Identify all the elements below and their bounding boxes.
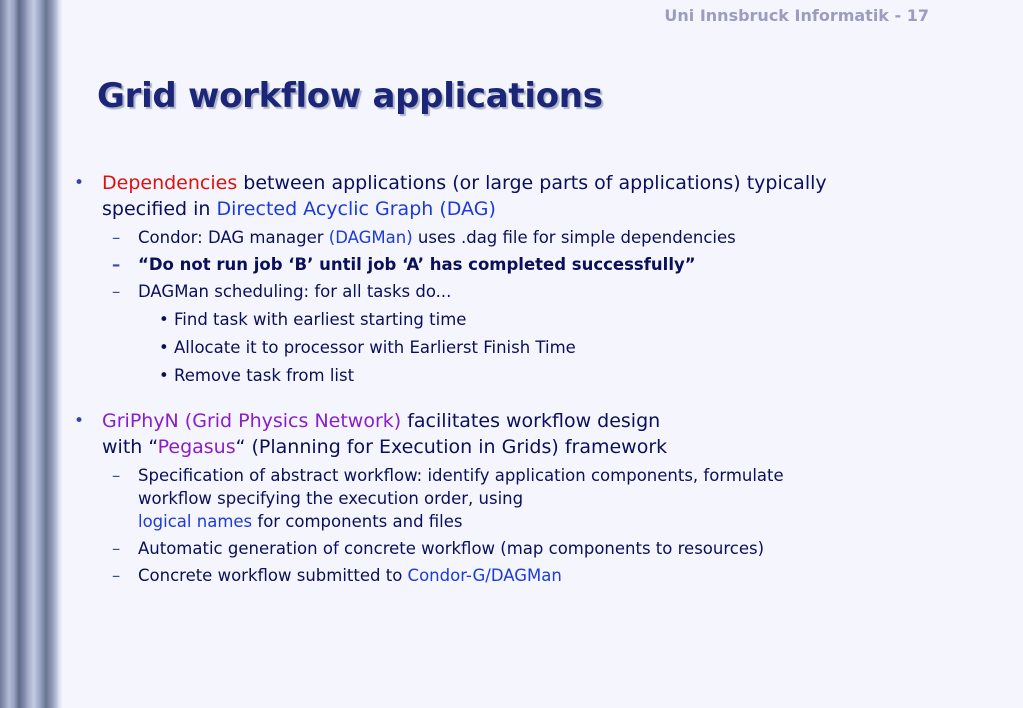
condor-g-term: Condor-G/DAGMan xyxy=(407,566,562,585)
sub-bullet-automatic: – Automatic generation of concrete workflow (map components to resources) xyxy=(112,539,765,558)
dag-term: Directed Acyclic Graph (DAG) xyxy=(216,198,496,220)
griphyn-term: GriPhyN (Grid Physics Network) xyxy=(102,410,402,432)
sub-bullet-concrete: – Concrete workflow submitted to Condor-G/DAGMan xyxy=(112,566,562,585)
slide-title: Grid workflow applications xyxy=(97,76,603,116)
slide-content xyxy=(74,170,954,587)
sub-bullet-scheduling: – DAGMan scheduling: for all tasks do... xyxy=(112,282,452,301)
bullet-dot: • xyxy=(74,411,85,431)
sub-bullet-specification: – Specification of abstract workflow: identify application components, formulate workflow specifying the execution order, using logical names for components and files xyxy=(112,466,784,531)
bullet-griphyn: • GriPhyN (Grid Physics Network) facilitates workflow design with “Pegasus“ (Planning for Execution in Grids) framework xyxy=(74,410,668,458)
sub-sub-bullet-remove: • Remove task from list xyxy=(159,366,355,385)
sub-bullet-condor: – Condor: DAG manager (DAGMan) uses .dag file for simple dependencies xyxy=(112,228,736,247)
sub-bullet-quote: – “Do not run job ‘B’ until job ‘A’ has completed successfully” xyxy=(112,255,696,274)
sub-sub-bullet-find: • Find task with earliest starting time xyxy=(159,310,467,329)
dependencies-term: Dependencies xyxy=(102,172,238,194)
bullet-dependencies: • Dependencies between applications (or large parts of applications) typically specified in Directed Acyclic Graph (DAG) xyxy=(74,172,827,220)
slide-header: Uni Innsbruck Informatik - 17 xyxy=(664,6,929,25)
pegasus-term: Pegasus xyxy=(157,436,236,458)
sub-sub-bullet-allocate: • Allocate it to processor with Earlierst Finish Time xyxy=(159,338,576,357)
logical-names-term: logical names xyxy=(138,512,253,531)
dagman-term: (DAGMan) xyxy=(328,228,413,247)
left-decorative-stripes xyxy=(0,0,62,708)
bullet-dot: • xyxy=(74,173,85,193)
